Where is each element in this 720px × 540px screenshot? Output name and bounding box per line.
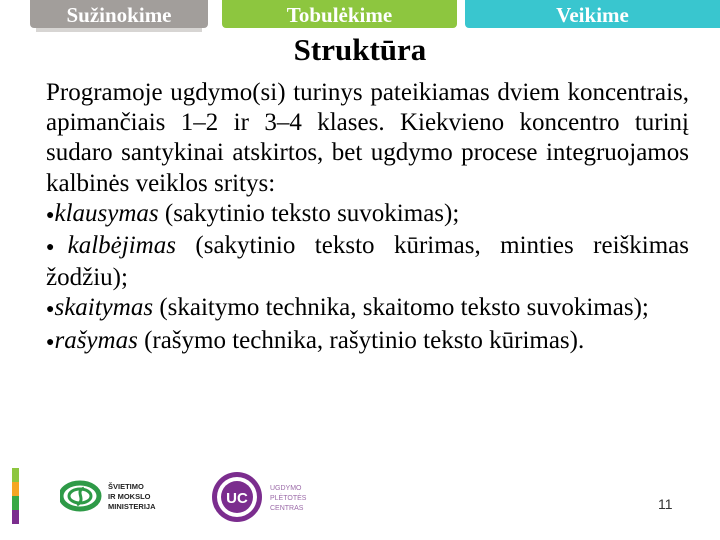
ministry-logo-icon: [61, 483, 99, 509]
bullet-icon: ●: [46, 334, 55, 350]
tab-tobulekime[interactable]: Tobulėkime: [222, 0, 457, 28]
area-term: skaitymas: [54, 294, 154, 322]
ministry-logo: [60, 475, 185, 517]
bullet-icon: ●: [46, 302, 55, 318]
center-text-line: PLĖTOTĖS: [270, 495, 307, 502]
ministry-text-line: ŠVIETIMO: [108, 482, 144, 491]
center-monogram: UC: [226, 490, 248, 507]
center-logo: [210, 470, 338, 524]
upc-logo-icon: [212, 472, 262, 522]
area-description: (sakytinio teksto kūrimas, minties reiškimas žodžiu);: [46, 232, 689, 292]
list-item: [46, 231, 689, 293]
intro-paragraph: Programoje ugdymo(si) turinys pateikiamas dviem koncentrais, apimančiais 1–2 ir 3–4 klases. Kiekvieno koncentro turinį sudaro santykinai atskirtos, bet ugdymo procese integruojamos kalbinės veiklos sritys:: [46, 79, 689, 197]
ministry-text-line: IR MOKSLO: [108, 492, 151, 501]
ministry-text-line: MINISTERIJA: [108, 502, 156, 511]
tab-veikime[interactable]: Veikime: [465, 0, 720, 28]
slide-title: Struktūra: [293, 32, 427, 67]
center-text-line: CENTRAS: [270, 505, 304, 512]
list-item: [46, 199, 689, 231]
bullet-icon: ●: [46, 240, 68, 256]
area-description: (skaitymo technika, skaitomo teksto suvokimas);: [153, 294, 649, 322]
area-description: (sakytinio teksto suvokimas);: [158, 199, 460, 227]
bullet-icon: ●: [46, 207, 55, 223]
tab-suzinokime[interactable]: Sužinokime: [30, 0, 208, 28]
side-color-strip: [12, 468, 19, 526]
center-text-line: UGDYMO: [270, 485, 302, 492]
area-description: (rašymo technika, rašytinio teksto kūrimas).: [137, 326, 585, 354]
area-term: kalbėjimas: [67, 232, 176, 260]
slide-body: [46, 78, 689, 358]
area-term: rašymas: [54, 326, 138, 354]
top-navigation-bar: [0, 0, 720, 32]
list-item: [46, 293, 689, 325]
area-term: klausymas: [54, 199, 159, 227]
list-item: [46, 326, 689, 358]
page-number: 11: [658, 496, 673, 512]
